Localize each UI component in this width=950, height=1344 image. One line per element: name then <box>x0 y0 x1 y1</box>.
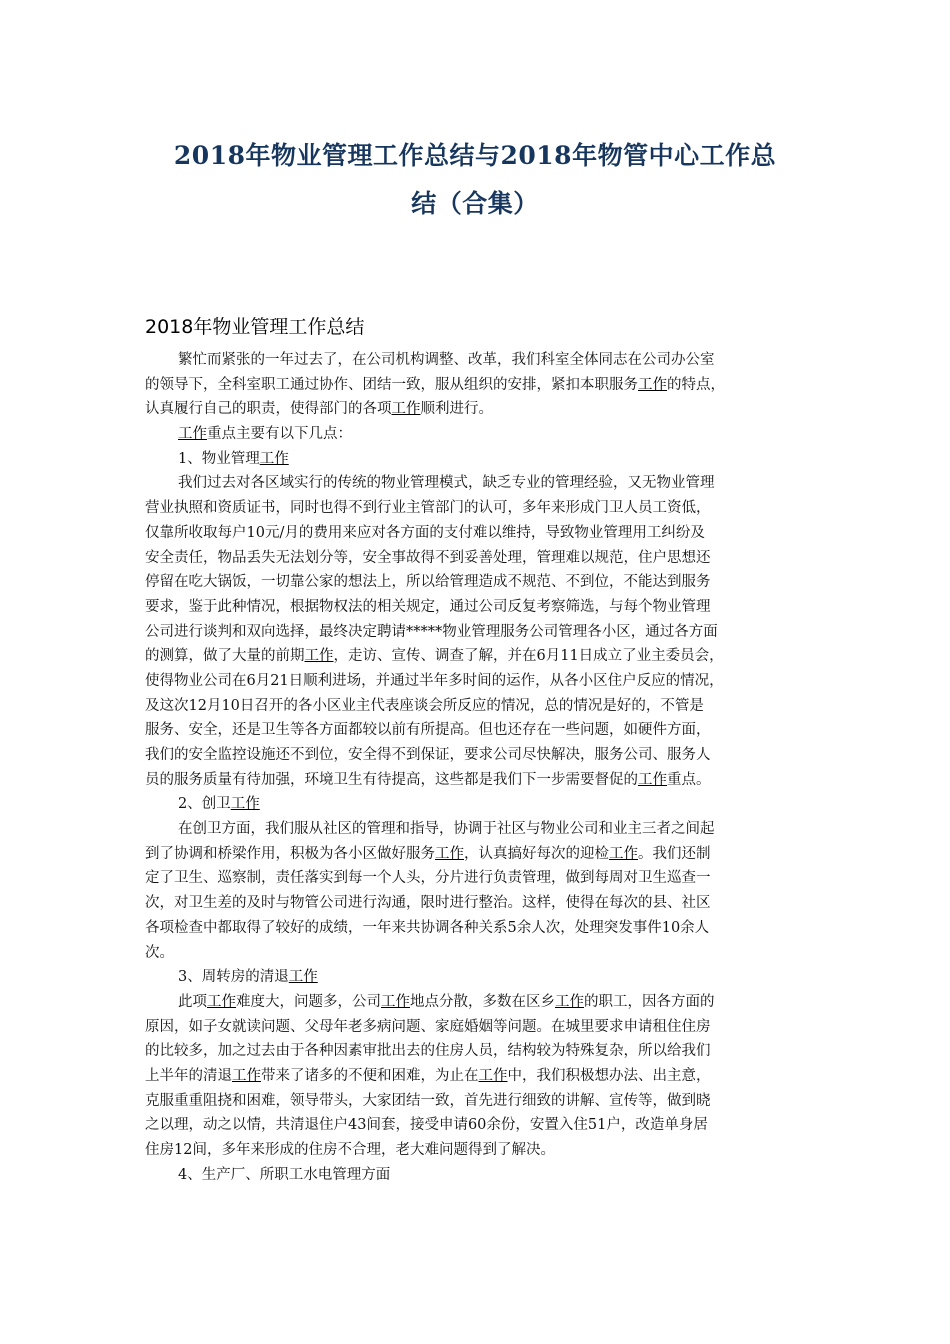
text-segment: 服务、安全，还是卫生等各方面都较以前有所提高。但也还存在一些问题，如硬件方面， <box>145 722 711 739</box>
text-segment: 此项 <box>178 993 207 1010</box>
keyword-link[interactable]: 工作 <box>259 450 289 467</box>
text-segment: 我们过去对各区域实行的传统的物业管理模式，缺乏专业的管理经验，又无物业管理 <box>178 475 715 492</box>
text-line <box>145 718 813 743</box>
text-line <box>145 891 813 916</box>
text-line <box>145 546 813 571</box>
text-line <box>145 1163 813 1188</box>
text-line <box>145 1064 813 1089</box>
section-heading: 2018年物业管理工作总结 <box>145 316 365 338</box>
text-line <box>145 620 813 645</box>
text-line <box>145 1039 813 1064</box>
text-line <box>145 669 813 694</box>
document-body <box>145 348 813 1187</box>
text-segment: 使得物业公司在6月21日顺利进场，并通过半年多时间的运作，从各小区住户反应的情况， <box>145 672 724 689</box>
text-line <box>145 1089 813 1114</box>
text-segment: 我们的安全监控设施还不到位，安全得不到保证，要求公司尽快解决，服务公司、服务人 <box>145 747 711 763</box>
text-line <box>145 694 813 719</box>
text-line <box>145 348 813 373</box>
text-segment: 营业执照和资质证书，同时也得不到行业主管部门的认可，多年来形成门卫人员工资低， <box>145 500 711 517</box>
text-segment: 的领导下，全科室职工通过协作、团结一致，服从组织的安排，紧扣本职服务 <box>145 376 638 393</box>
text-line <box>145 743 813 768</box>
keyword-link[interactable]: 工作 <box>391 401 421 418</box>
text-line <box>145 1113 813 1138</box>
paragraph <box>145 422 813 447</box>
text-line <box>145 1138 813 1163</box>
text-segment: 仅靠所收取每户10元/月的费用来应对各方面的支付难以维持，导致物业管理用工纠纷及 <box>145 524 705 541</box>
text-segment: 之以理，动之以情，共清退住户43间套，接受申请60余份，安置入住51户，改造单身居 <box>145 1117 708 1134</box>
keyword-link[interactable]: 工作 <box>288 969 318 986</box>
keyword-link[interactable]: 工作 <box>304 648 334 665</box>
paragraph <box>145 817 813 965</box>
text-segment: 的比较多，加之过去由于各种因素审批出去的住房人员，结构较为特殊复杂，所以给我们 <box>145 1043 711 1060</box>
text-line <box>145 965 813 990</box>
text-line <box>145 521 813 546</box>
text-line <box>145 916 813 941</box>
text-line <box>145 990 813 1015</box>
text-segment: 次，对卫生差的及时与物管公司进行沟通，限时进行整治。这样，使得在每次的县、社区 <box>145 895 711 912</box>
text-segment: 安全责任，物品丢失无法划分等，安全事故得不到妥善处理，管理难以规范，住户思想还 <box>145 549 711 566</box>
text-segment: 上半年的清退 <box>145 1067 232 1084</box>
paragraph <box>145 348 813 422</box>
text-segment: 在创卫方面，我们服从社区的管理和指导，协调于社区与物业公司和业主三者之间起 <box>178 821 715 838</box>
paragraph <box>145 792 813 817</box>
document-title <box>100 132 850 228</box>
text-segment: 次。 <box>145 944 174 961</box>
text-line <box>145 447 813 472</box>
text-segment: 。我们还制 <box>638 845 711 862</box>
text-line <box>145 644 813 669</box>
paragraph <box>145 471 813 792</box>
text-segment: 1、物业管理 <box>178 450 260 467</box>
keyword-link[interactable]: 工作 <box>435 845 464 862</box>
keyword-link[interactable]: 工作 <box>638 771 667 788</box>
text-segment: 公司进行谈判和双向选择，最终决定聘请*****物业管理服务公司管理各小区，通过各方面 <box>145 623 718 640</box>
paragraph <box>145 447 813 472</box>
keyword-link[interactable]: 工作 <box>232 1067 261 1084</box>
text-segment: 员的服务质量有待加强，环境卫生有待提高，这些都是我们下一步需要督促的 <box>145 771 638 788</box>
text-segment: 住房12间，多年来形成的住房不合理，老大难问题得到了解决。 <box>145 1142 555 1158</box>
paragraph <box>145 990 813 1163</box>
text-segment: 重点主要有以下几点： <box>207 426 352 443</box>
text-line <box>145 768 813 793</box>
paragraph <box>145 965 813 990</box>
text-line <box>145 471 813 496</box>
text-segment: 繁忙而紧张的一年过去了，在公司机构调整、改革，我们科室全体同志在公司办公室 <box>178 352 715 368</box>
text-segment: 难度大，问题多，公司 <box>236 993 381 1010</box>
text-segment: 克服重重阻挠和困难，领导带头，大家团结一致，首先进行细致的讲解、宣传等，做到晓 <box>145 1092 711 1109</box>
text-line <box>145 817 813 842</box>
title-line-2: 结（合集） <box>411 189 539 218</box>
text-segment: 的职工，因各方面的 <box>584 993 715 1010</box>
text-segment: 停留在吃大锅饭，一切靠公家的想法上，所以给管理造成不规范、不到位，不能达到服务 <box>145 574 711 591</box>
text-segment: 2、创卫 <box>178 796 231 813</box>
text-segment: 4、生产厂、所职工水电管理方面 <box>178 1166 391 1183</box>
text-segment: 定了卫生、巡察制，责任落实到每一个人头，分片进行负责管理，做到每周对卫生巡查一 <box>145 870 711 887</box>
text-segment: 的测算，做了大量的前期 <box>145 648 305 665</box>
text-segment: 认真履行自己的职责，使得部门的各项 <box>145 401 392 418</box>
keyword-link[interactable]: 工作 <box>207 993 236 1010</box>
text-line <box>145 842 813 867</box>
text-segment: 顺利进行。 <box>420 401 493 418</box>
text-segment: 各项检查中都取得了较好的成绩，一年来共协调各种关系5余人次，处理突发事件10余人 <box>145 919 710 936</box>
text-line <box>145 866 813 891</box>
keyword-link[interactable]: 工作 <box>478 1067 508 1084</box>
text-segment: 及这次12月10日召开的各小区业主代表座谈会所反应的情况，总的情况是好的，不管是 <box>145 697 704 714</box>
text-segment: 中，我们积极想办法、出主意， <box>507 1067 711 1084</box>
text-line <box>145 595 813 620</box>
keyword-link[interactable]: 工作 <box>381 993 410 1010</box>
keyword-link[interactable]: 工作 <box>555 993 584 1010</box>
keyword-link[interactable]: 工作 <box>609 845 638 862</box>
paragraph <box>145 1163 813 1188</box>
keyword-link[interactable]: 工作 <box>178 426 207 443</box>
text-segment: 到了协调和桥梁作用，积极为各小区做好服务 <box>145 845 435 862</box>
text-line <box>145 496 813 521</box>
text-line <box>145 570 813 595</box>
text-line <box>145 1015 813 1040</box>
text-segment: 地点分散，多数在区乡 <box>410 993 555 1010</box>
text-line <box>145 792 813 817</box>
keyword-link[interactable]: 工作 <box>230 796 260 813</box>
text-segment: ，认真搞好每次的迎检 <box>464 845 609 862</box>
text-segment: 重点。 <box>667 771 711 788</box>
keyword-link[interactable]: 工作 <box>638 376 667 393</box>
text-segment: 的特点， <box>667 376 725 393</box>
text-line <box>145 373 813 398</box>
text-segment: 原因，如子女就读问题、父母年老多病问题、家庭婚姻等问题。在城里要求申请租住住房 <box>145 1018 711 1035</box>
title-line-1: 2018年物业管理工作总结与2018年物管中心工作总 <box>173 141 777 170</box>
text-line <box>145 422 813 447</box>
text-segment: ，走访、宣传、调查了解，并在6月11日成立了业主委员会， <box>333 648 724 665</box>
text-segment: 带来了诸多的不便和困难，为止在 <box>261 1067 479 1084</box>
text-line <box>145 397 813 422</box>
text-segment: 要求，鉴于此种情况，根据物权法的相关规定，通过公司反复考察筛选，与每个物业管理 <box>145 598 711 615</box>
text-segment: 3、周转房的清退 <box>178 969 289 986</box>
text-line <box>145 941 813 966</box>
